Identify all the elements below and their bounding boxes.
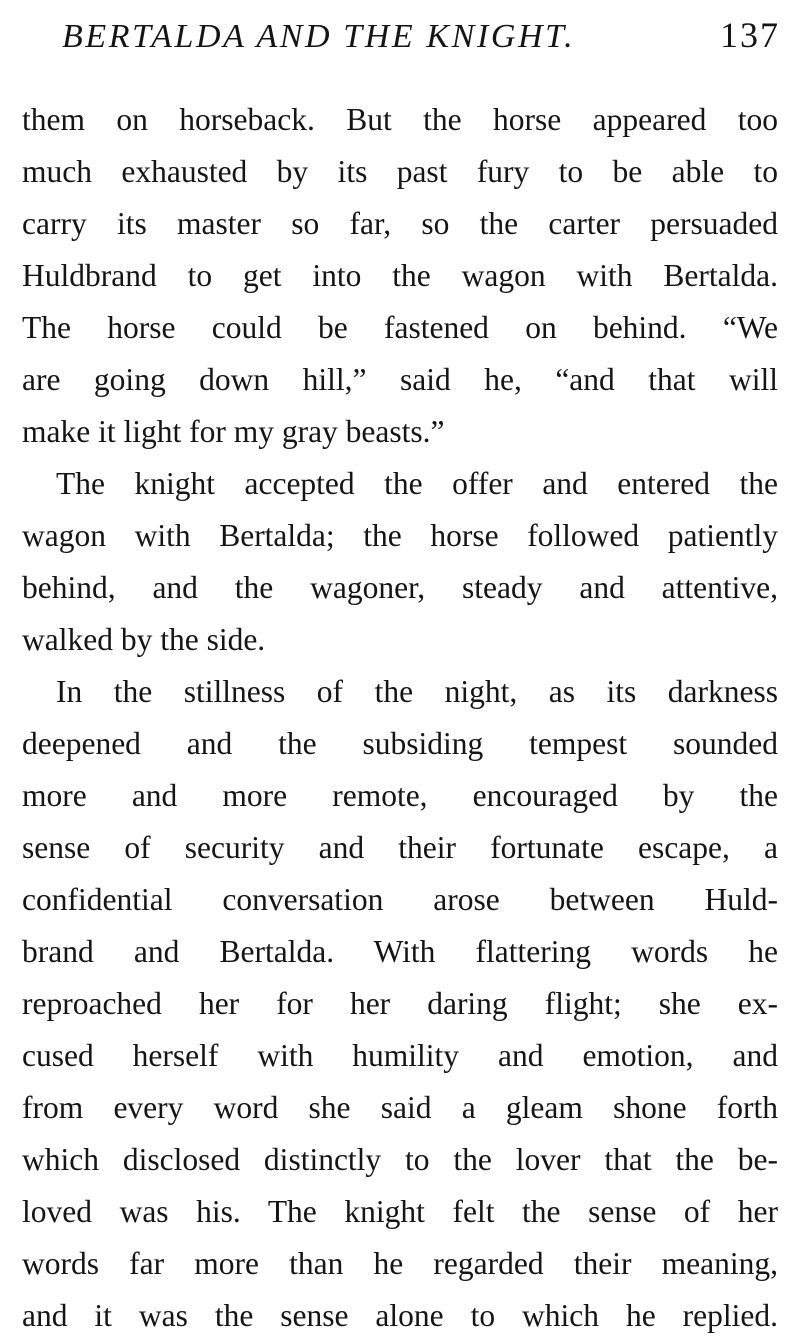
text-line: In the stillness of the night, as its darkness: [56, 674, 778, 709]
text-line: carry its master so far, so the carter persuaded: [22, 206, 778, 241]
text-line: deepened and the subsiding tempest sounded: [22, 726, 778, 761]
text-line: sense of security and their fortunate escape, a: [22, 830, 778, 865]
text-line: loved was his. The knight felt the sense of her: [22, 1194, 778, 1229]
text-line: which disclosed distinctly to the lover that the be-: [22, 1142, 778, 1177]
text-line: walked by the side.: [22, 622, 266, 657]
text-line: behind, and the wagoner, steady and attentive,: [22, 570, 778, 605]
paragraph-1: [22, 94, 778, 458]
text-line: brand and Bertalda. With flattering words he: [22, 934, 778, 969]
text-line: are going down hill,” said he, “and that will: [22, 362, 778, 397]
text-line: cused herself with humility and emotion, and: [22, 1038, 778, 1073]
paragraph-3: [22, 666, 778, 1342]
text-line: Huldbrand to get into the wagon with Bertalda.: [22, 258, 778, 293]
running-title: BERTALDA AND THE KNIGHT.: [62, 18, 576, 55]
text-line: more and more remote, encouraged by the: [22, 778, 778, 813]
text-line: reproached her for her daring flight; she ex-: [22, 986, 778, 1021]
text-line: from every word she said a gleam shone forth: [22, 1090, 778, 1125]
text-line: The horse could be fastened on behind. “We: [22, 310, 778, 345]
text-line: The knight accepted the offer and entered the: [56, 466, 778, 501]
text-line: them on horseback. But the horse appeared too: [22, 102, 778, 137]
page-number: 137: [720, 15, 780, 55]
text-line: words far more than he regarded their meaning,: [22, 1246, 778, 1281]
text-line: and it was the sense alone to which he replied.: [22, 1298, 778, 1333]
body-text: [22, 94, 778, 1342]
text-line: make it light for my gray beasts.”: [22, 414, 445, 449]
running-head: [62, 12, 780, 58]
text-line: much exhausted by its past fury to be able to: [22, 154, 778, 189]
text-line: wagon with Bertalda; the horse followed patiently: [22, 518, 778, 553]
paragraph-2: [22, 458, 778, 666]
text-line: confidential conversation arose between Huld-: [22, 882, 778, 917]
